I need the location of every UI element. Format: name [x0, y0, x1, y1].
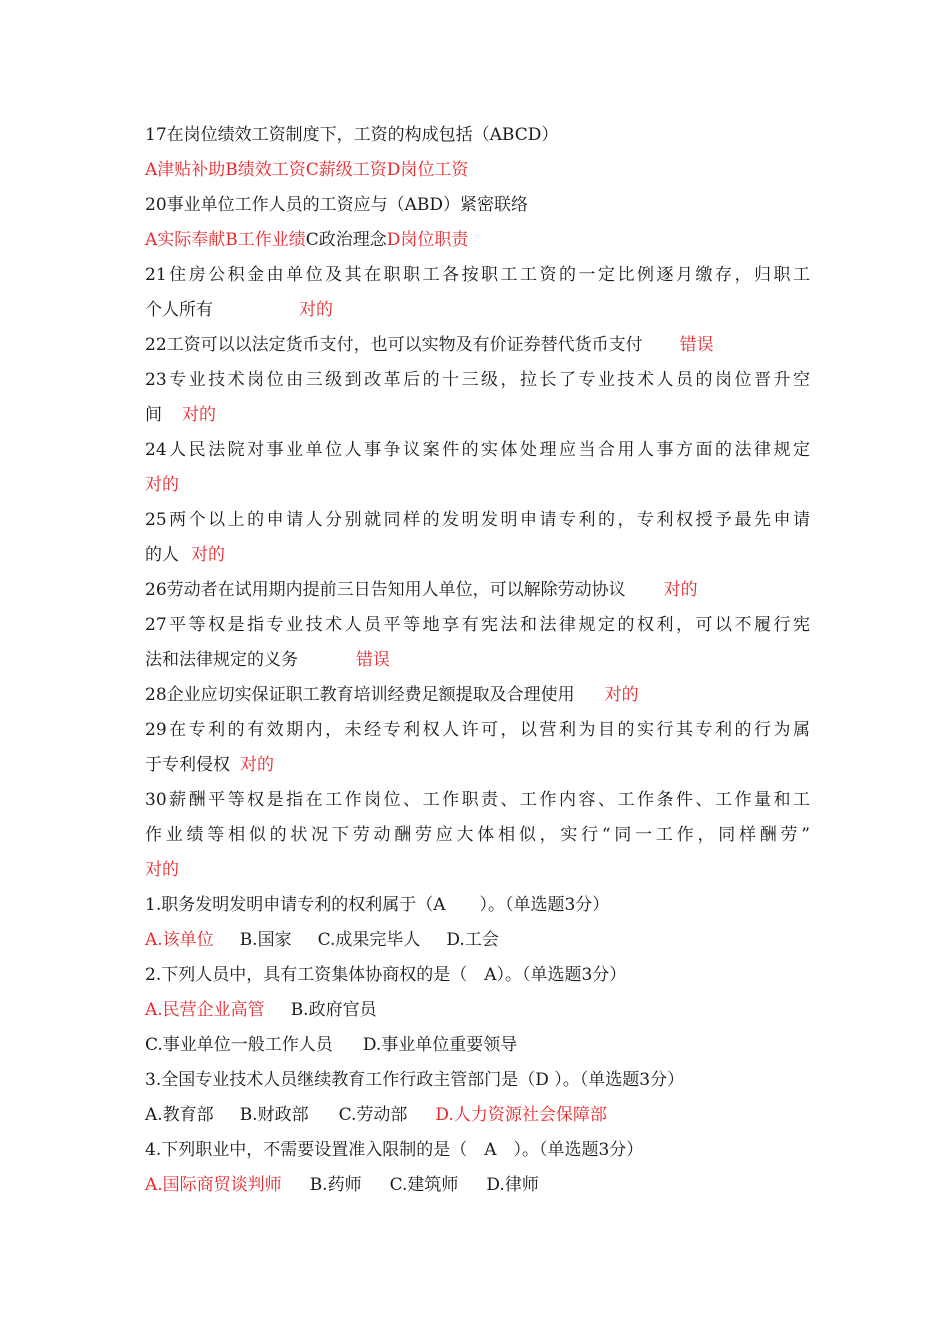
q28-answer: 对的	[604, 685, 639, 705]
q17-opt-b: B绩效工资	[225, 160, 306, 180]
q29-stem-line2	[145, 748, 810, 783]
m4-opt-a: A.国际商贸谈判师	[145, 1175, 282, 1195]
q20-stem: 20事业单位工作人员的工资应与（ABD）紧密联络	[145, 195, 529, 215]
m3-opt-c: C.劳动部	[338, 1105, 408, 1125]
q23-stem-line1: 23专业技术岗位由三级到改革后的十三级，拉长了专业技术人员的岗位晋升空	[145, 370, 810, 390]
m1-opt-d: D.工会	[446, 930, 499, 950]
m3-options	[145, 1098, 810, 1133]
m1-opt-c: C.成果完毕人	[317, 930, 421, 950]
q17-opt-d: D岗位工资	[386, 160, 469, 180]
q21-stem-line2	[145, 293, 810, 328]
q22-answer: 错误	[679, 335, 714, 355]
m4-opt-c: C.建筑师	[389, 1175, 459, 1195]
q27-stem-end: 法和法律规定的义务	[145, 650, 298, 670]
q20-opt-a: A实际奉献	[145, 230, 226, 250]
q20-opt-b: B工作业绩	[225, 230, 306, 250]
m1-opt-b: B.国家	[239, 930, 292, 950]
m2-options-ab	[145, 993, 810, 1028]
m2-options-cd	[145, 1028, 810, 1063]
q22-stem: 22工资可以以法定货币支付，也可以实物及有价证券替代货币支付	[145, 335, 643, 355]
q25-stem-line2	[145, 538, 810, 573]
q17-stem: 17在岗位绩效工资制度下，工资的构成包括（ABCD）	[145, 125, 559, 145]
q22-line	[145, 328, 810, 363]
m3-stem: 3.全国专业技术人员继续教育工作行政主管部门是（D ）。（单选题3分）	[145, 1070, 685, 1090]
m1-opt-a: A.该单位	[145, 930, 214, 950]
q27-stem-line2	[145, 643, 810, 678]
q29-stem-line1: 29在专利的有效期内，未经专利权人许可，以营利为目的实行其专利的行为属	[145, 720, 810, 740]
q30-stem-line2: 作业绩等相似的状况下劳动酬劳应大体相似，实行“同一工作，同样酬劳”	[145, 825, 810, 845]
q28-stem: 28企业应切实保证职工教育培训经费足额提取及合理使用	[145, 685, 575, 705]
m4-opt-d: D.律师	[486, 1175, 539, 1195]
q20-options	[145, 223, 810, 258]
q26-answer: 对的	[663, 580, 698, 600]
m2-opt-c: C.事业单位一般工作人员	[145, 1035, 333, 1055]
q17-opt-c: C薪级工资	[305, 160, 387, 180]
q25-stem-line1: 25两个以上的申请人分别就同样的发明发明申请专利的，专利权授予最先申请	[145, 510, 810, 530]
m2-stem: 2.下列人员中，具有工资集体协商权的是（ A）。（单选题3分）	[145, 965, 627, 985]
q17-options	[145, 153, 810, 188]
q26-line	[145, 573, 810, 608]
q27-answer: 错误	[356, 650, 390, 670]
q20-opt-c: C政治理念	[305, 230, 387, 250]
document-page	[145, 118, 810, 1203]
m1-stem: 1.职务发明发明申请专利的权利属于（A ）。（单选题3分）	[145, 895, 610, 915]
m3-opt-b: B.财政部	[239, 1105, 309, 1125]
q29-answer: 对的	[240, 755, 274, 775]
q21-stem-line1: 21住房公积金由单位及其在职职工各按职工工资的一定比例逐月缴存，归职工	[145, 265, 810, 285]
q23-answer: 对的	[182, 405, 216, 425]
m3-opt-d: D.人力资源社会保障部	[435, 1105, 607, 1125]
q24-answer: 对的	[145, 475, 179, 495]
q30-stem-line1: 30薪酬平等权是指在工作岗位、工作职责、工作内容、工作条件、工作量和工	[145, 790, 810, 810]
q23-stem-line2	[145, 398, 810, 433]
q27-stem-line1: 27平等权是指专业技术人员平等地享有宪法和法律规定的权利，可以不履行宪	[145, 615, 810, 635]
q26-stem: 26劳动者在试用期内提前三日告知用人单位，可以解除劳动协议	[145, 580, 626, 600]
q24-stem-line1: 24人民法院对事业单位人事争议案件的实体处理应当合用人事方面的法律规定	[145, 440, 810, 460]
m3-opt-a: A.教育部	[145, 1105, 214, 1125]
q29-stem-end: 于专利侵权	[145, 755, 230, 775]
q21-answer: 对的	[299, 300, 333, 320]
m2-opt-a: A.民营企业高管	[145, 1000, 265, 1020]
q30-answer: 对的	[145, 860, 179, 880]
m2-opt-d: D.事业单位重要领导	[362, 1035, 518, 1055]
q25-stem-end: 的人	[145, 545, 179, 565]
m2-opt-b: B.政府官员	[290, 1000, 377, 1020]
q20-opt-d: D岗位职责	[386, 230, 469, 250]
q28-line	[145, 678, 810, 713]
q25-answer: 对的	[191, 545, 225, 565]
m4-options	[145, 1168, 810, 1203]
q23-stem-end: 间	[145, 405, 162, 425]
m4-opt-b: B.药师	[309, 1175, 362, 1195]
q17-opt-a: A津贴补助	[145, 160, 226, 180]
m4-stem: 4.下列职业中，不需要设置准入限制的是（ A ）。（单选题3分）	[145, 1140, 644, 1160]
q21-stem-end: 个人所有	[145, 300, 213, 320]
m1-options	[145, 923, 810, 958]
